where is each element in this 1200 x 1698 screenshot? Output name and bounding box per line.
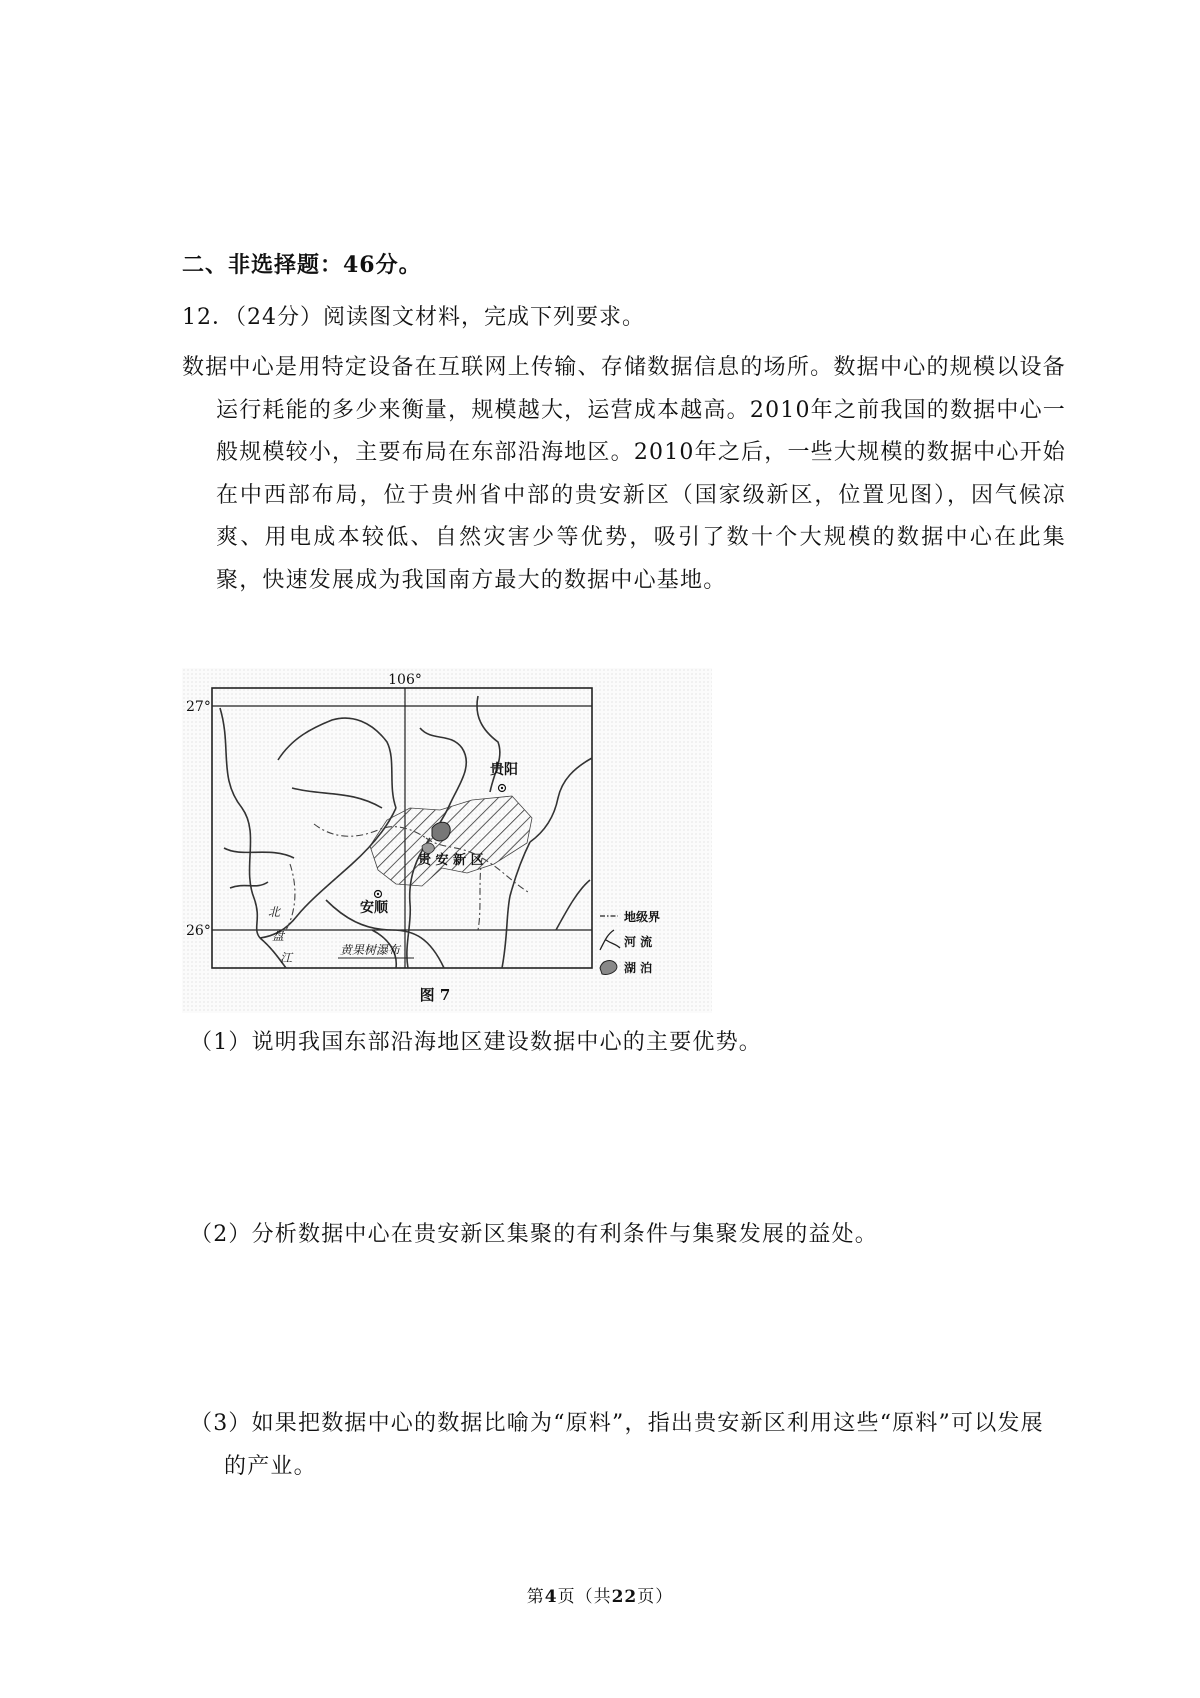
- subquestion-3: （3）如果把数据中心的数据比喻为“原料”，指出贵安新区利用这些“原料”可以发展的产业。: [190, 1411, 1044, 1479]
- footer-page-number: 4: [544, 1587, 558, 1607]
- latitude-26-label: 26°: [186, 923, 211, 939]
- lake-near-guian: [432, 822, 450, 841]
- question-material: 数据中心是用特定设备在互联网上传输、存储数据信息的场所。数据中心的规模以设备运行耗能的多少来衡量，规模越大，运营成本越高。2010年之前我国的数据中心一般规模较小，主要布局在东部沿海地区。2010年之后，一些大规模的数据中心开始在中西部布局，位于贵州省中部的贵安新区（国家级新区，位置见图），因气候凉爽、用电成本较低、自然灾害少等优势，吸引了数十个大规模的数据中心在此集聚，快速发展成为我国南方最大的数据中心基地。: [182, 355, 1066, 593]
- guian-new-area: [370, 796, 532, 886]
- page-footer: [0, 1582, 1200, 1607]
- legend-river-label: 河 流: [624, 935, 653, 949]
- longitude-label: 106°: [388, 672, 422, 688]
- legend-lake-icon: [600, 961, 617, 975]
- subquestion-2: （2）分析数据中心在贵安新区集聚的有利条件与集聚发展的益处。: [190, 1222, 878, 1247]
- footer-total-pages: 22: [611, 1587, 638, 1607]
- waterfall-label: 黄果树瀑布: [340, 943, 401, 957]
- legend-boundary-label: 地级界: [624, 910, 661, 924]
- subquestion-1: （1）说明我国东部沿海地区建设数据中心的主要优势。: [190, 1030, 762, 1055]
- guiyang-label: 贵阳: [490, 762, 518, 778]
- lake-small: [422, 843, 434, 853]
- map-legend: [600, 909, 660, 975]
- latitude-27-label: 27°: [186, 699, 211, 715]
- legend-lake-label: 湖 泊: [624, 961, 653, 975]
- figure-caption: 图 7: [419, 986, 451, 1004]
- section-title: 二、非选择题：46分。: [182, 252, 422, 278]
- footer-prefix: 第: [526, 1587, 545, 1607]
- guian-label: 贵 安 新 区: [418, 853, 484, 868]
- guizhou-map: [182, 668, 712, 1013]
- beipanjiang-label-1: 北: [268, 905, 281, 919]
- footer-mid: 页（共: [557, 1587, 612, 1607]
- legend-river-icon: [600, 930, 620, 950]
- footer-suffix: 页）: [637, 1587, 674, 1607]
- beipanjiang-label-3: 江: [280, 951, 293, 965]
- anshun-label: 安顺: [360, 900, 388, 916]
- map-figure: [182, 668, 712, 1013]
- beipanjiang-label-2: 盘: [272, 929, 285, 943]
- question-header: 12．（24分）阅读图文材料，完成下列要求。: [182, 305, 645, 330]
